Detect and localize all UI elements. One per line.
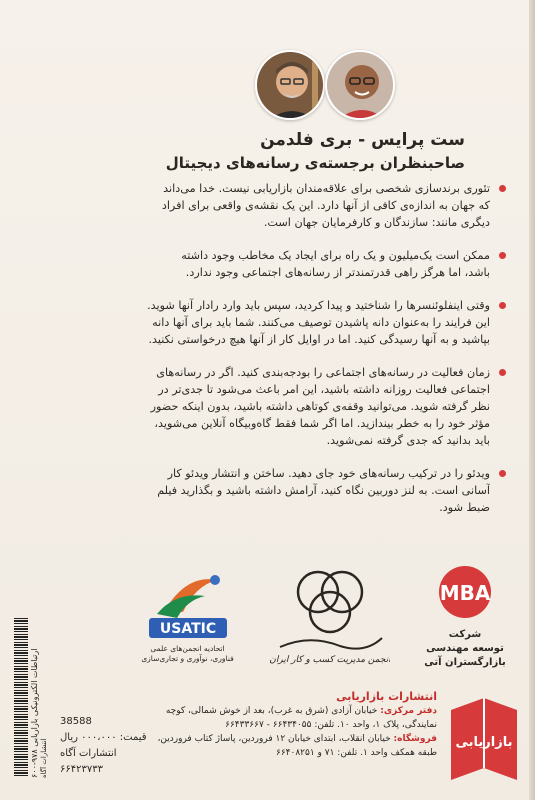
barcode-vertical-text: ارتباطات الکترونیکی بازاریابی ۹۷۸-۶۰۰ — [30, 648, 39, 778]
isbn-number: 38588 — [60, 716, 92, 727]
usatic-logo — [135, 570, 240, 670]
usatic-wordmark: USATIC — [159, 621, 217, 637]
bullet-item — [26, 180, 506, 231]
barcode — [14, 618, 46, 778]
bullet-line: که جهان به اندازه‌ی کافی از آنها دارد. این یک نقشه‌ی واقعی برای افراد — [161, 199, 490, 212]
bullet-line: این فرایند را به‌عنوان دانه پاشیدن توصیف می‌کنند. شما باید برای آنها دانه — [152, 316, 490, 329]
store-label: فروشگاه: — [393, 734, 437, 744]
bullet-line: نظر گرفته شوید. می‌توانید وقفه‌ی کوتاهی داشته باشید، بدون اینکه حضور — [150, 400, 490, 413]
bullet-line: باشد، اما هرگز راهی قدرتمندتر از رسانه‌های اجتماعی وجود ندارد. — [185, 266, 490, 279]
bullet-dot-icon — [499, 185, 506, 192]
bullet-dot-icon — [499, 470, 506, 477]
authors-heading — [165, 128, 465, 174]
bullet-dot-icon — [499, 252, 506, 259]
store-address-line: خیابان انقلاب، ابتدای خیابان ۱۲ فروردین، پاساژ کتاب فروردین، — [157, 734, 391, 744]
author-photo-feldman — [255, 50, 325, 120]
publisher-info — [97, 690, 437, 760]
price: قیمت: ۰۰۰،۰۰۰ ریال — [60, 732, 147, 743]
bullet-line: ضبط شود. — [439, 501, 490, 514]
hq-address-line: نمایندگی، پلاک ۱، واحد ۱۰. تلفن: ۶۶۴۳۴۰۵۵ - ۶۶۴۳۳۶۶۷ — [225, 720, 437, 730]
bullet-dot-icon — [499, 369, 506, 376]
bullet-line: زمان فعالیت در رسانه‌های اجتماعی را بودجه‌بندی کنید. اگر در رسانه‌های — [156, 366, 490, 379]
mba-wordmark: MBA — [439, 581, 491, 605]
bullet-item — [26, 247, 506, 281]
bullet-line: ویدئو را در ترکیب رسانه‌های خود جای دهید. ساختن و انتشار ویدئو کار — [167, 467, 490, 480]
mba-caption-line: بازارگستران آتی — [424, 657, 506, 668]
mba-caption-line: شرکت — [448, 629, 482, 640]
publisher-logo-text: بازاریابی — [455, 735, 513, 750]
usatic-caption-line: فناوری، نوآوری و تجاری‌سازی — [141, 654, 234, 663]
bullet-line: دیگری مانند: سازندگان و کارفرمایان جهان است. — [263, 216, 490, 229]
bullet-line: اجتماعی فعالیت روزانه داشته باشید، این امر باعث می‌شود تا جدی‌تر در — [158, 383, 490, 396]
mba-logo — [410, 564, 520, 674]
bullet-item — [26, 465, 506, 516]
bullet-dot-icon — [499, 302, 506, 309]
barcode-vertical-text: انتشارات آگاه — [40, 738, 48, 778]
publisher-short: انتشارات آگاه — [60, 748, 117, 759]
bullet-line: بپاشید و به آنها رسیدگی کنید. اما در اوایل کار از آنها هیچ درخواستی نکنید. — [148, 333, 490, 346]
publisher-title: انتشارات بازاریابی — [336, 690, 437, 703]
bullet-list — [26, 180, 506, 532]
bullet-line: تئوری برندسازی شخصی برای علاقه‌مندان بازاریابی نیست. خدا می‌داند — [163, 182, 490, 195]
author-photo-price — [325, 50, 395, 120]
hq-label: دفتر مرکزی: — [380, 706, 437, 716]
usatic-caption — [135, 644, 240, 664]
author-names: ست پرایس - بری فلدمن — [260, 130, 465, 150]
business-association-logo — [270, 562, 390, 672]
mba-caption — [410, 628, 520, 670]
author-description: صاحبنظران برجسته‌ی رسانه‌های دیجیتال — [165, 154, 465, 172]
store-address-line: طبقه همکف واحد ۱. تلفن: ۷۱ و ۶۶۴۰۸۲۵۱ — [276, 748, 437, 758]
bullet-item — [26, 364, 506, 449]
hq-address-line: خیابان آزادی (شرق به غرب)، بعد از خوش شمالی، کوچه — [165, 706, 378, 716]
hq-address — [97, 704, 437, 718]
business-association-script: انجمن مدیریت کسب و کار ایران — [270, 655, 390, 665]
bullet-item — [26, 297, 506, 348]
bullet-line: وقتی اینفلوئنسرها را شناختید و پیدا کردید، سپس باید وارد رادار آنها شوید. — [147, 299, 490, 312]
isbn-code: ۶۶۴۲۳۷۳۳ — [60, 764, 103, 775]
publisher-logo — [445, 690, 523, 786]
mba-caption-line: توسعه مهندسی — [426, 643, 504, 654]
logos-row — [0, 560, 535, 675]
bullet-line: ممکن است یک‌میلیون و یک راه برای ایجاد یک مخاطب وجود داشته — [181, 249, 490, 262]
barcode-bars — [14, 618, 28, 778]
bullet-line: مؤثر خود را به خطر بیندازید. اما اگر شما فقط گاه‌وبیگاه آنلاین می‌شوید، — [154, 417, 490, 430]
author-photos — [250, 50, 400, 130]
usatic-caption-line: اتحادیه انجمن‌های علمی — [150, 644, 225, 653]
store-address — [97, 732, 437, 746]
spine-edge — [529, 0, 535, 800]
bullet-line: باید بدانید که جدی گرفته نمی‌شوید. — [326, 434, 490, 447]
bullet-line: آسانی است. به لنز دوربین نگاه کنید، آرامش داشته باشید و بگذارید فیلم — [157, 484, 490, 497]
